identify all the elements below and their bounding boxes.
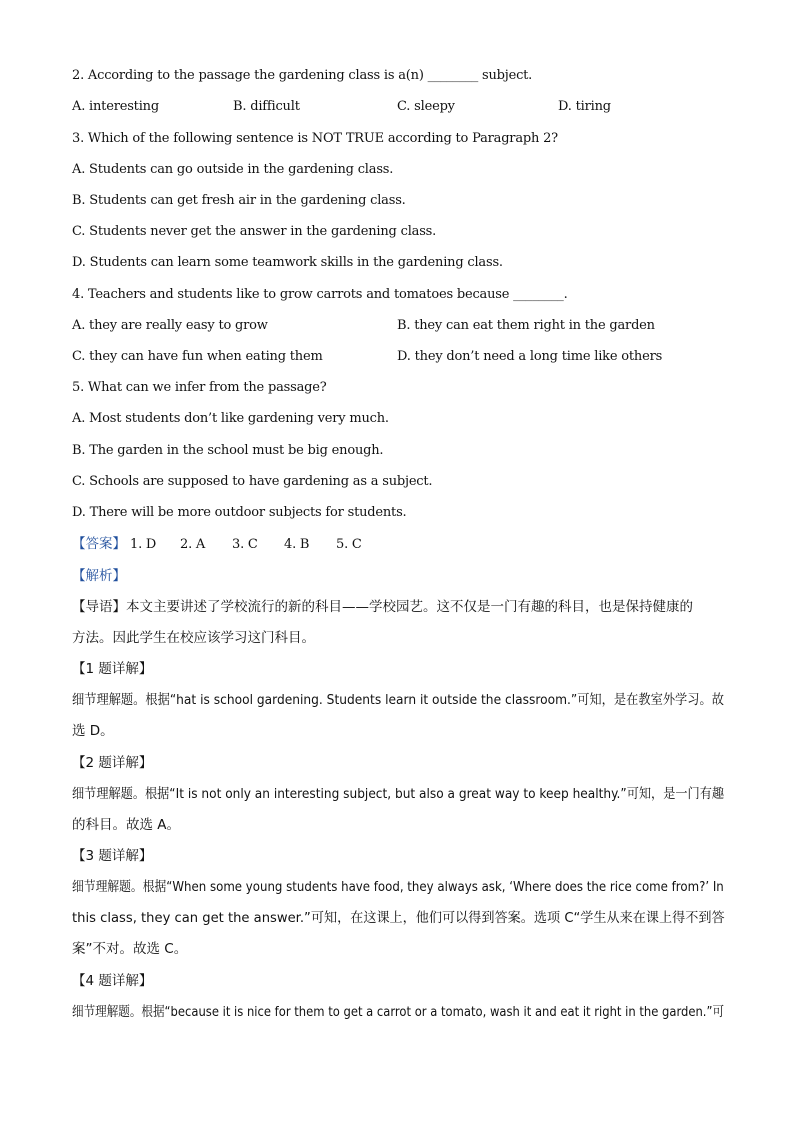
detail-3-line-3: 案”不对。故选 C。 bbox=[72, 941, 188, 957]
answer-item: 5. C bbox=[336, 537, 362, 552]
option-b: B. they can eat them right in the garden bbox=[397, 318, 655, 333]
analysis-label: 【解析】 bbox=[72, 568, 126, 584]
question-5-stem: 5. What can we infer from the passage? bbox=[72, 380, 327, 395]
detail-2-line-2: 的科目。故选 A。 bbox=[72, 817, 181, 833]
answer-label: 【答案】 bbox=[72, 536, 126, 552]
intro-label: 【导语】 bbox=[72, 599, 126, 615]
option-a: A. interesting bbox=[72, 99, 159, 114]
detail-4-heading: 【4 题详解】 bbox=[72, 973, 153, 989]
detail-1-heading: 【1 题详解】 bbox=[72, 661, 153, 677]
option-d: D. they don’t need a long time like others bbox=[397, 349, 663, 364]
detail-2-heading: 【2 题详解】 bbox=[72, 755, 153, 771]
answer-row bbox=[72, 536, 692, 552]
question-3-stem: 3. Which of the following sentence is NOT TRUE according to Paragraph 2? bbox=[72, 131, 558, 146]
question-3-option-b: B. Students can get fresh air in the gardening class. bbox=[72, 193, 406, 208]
answer-item: 3. C bbox=[232, 537, 258, 552]
detail-2-line-1: 细节理解题。根据“It is not only an interesting subject, but also a great way to keep healthy.”可知，是一门有趣 bbox=[72, 786, 725, 802]
detail-3-line-2: this class, they can get the answer.”可知，在这课上，他们可以得到答案。选项 C“学生从来在课上得不到答 bbox=[72, 910, 725, 926]
intro-line-1 bbox=[72, 599, 693, 615]
option-a: A. they are really easy to grow bbox=[72, 318, 268, 333]
question-5-option-b: B. The garden in the school must be big enough. bbox=[72, 443, 384, 458]
question-2-options bbox=[72, 99, 692, 115]
option-c: C. they can have fun when eating them bbox=[72, 349, 323, 364]
question-4-options-row1 bbox=[72, 318, 692, 334]
question-5-option-d: D. There will be more outdoor subjects for students. bbox=[72, 505, 407, 520]
question-3-option-a: A. Students can go outside in the gardening class. bbox=[72, 162, 394, 177]
answer-item: 4. B bbox=[284, 537, 310, 552]
option-b: B. difficult bbox=[233, 99, 300, 114]
question-3-option-c: C. Students never get the answer in the gardening class. bbox=[72, 224, 437, 239]
question-4-stem: 4. Teachers and students like to grow carrots and tomatoes because ________. bbox=[72, 287, 568, 302]
detail-3-heading: 【3 题详解】 bbox=[72, 848, 153, 864]
option-d: D. tiring bbox=[558, 99, 611, 114]
question-5-option-c: C. Schools are supposed to have gardening as a subject. bbox=[72, 474, 433, 489]
answer-item: 1. D bbox=[130, 537, 157, 552]
question-3-option-d: D. Students can learn some teamwork skills in the gardening class. bbox=[72, 255, 503, 270]
answer-item: 2. A bbox=[180, 537, 206, 552]
detail-1-line-2: 选 D。 bbox=[72, 723, 114, 739]
question-5-option-a: A. Most students don’t like gardening very much. bbox=[72, 411, 389, 426]
detail-4-line-1: 细节理解题。根据“because it is nice for them to get a carrot or a tomato, wash it and eat it right in the garden.”可 bbox=[72, 1004, 725, 1020]
question-4-options-row2 bbox=[72, 349, 692, 365]
question-2-stem: 2. According to the passage the gardening class is a(n) ________ subject. bbox=[72, 68, 533, 83]
detail-3-line-1: 细节理解题。根据“When some young students have food, they always ask, ‘Where does the rice come from?’ In bbox=[72, 879, 724, 895]
intro-line-2: 方法。因此学生在校应该学习这门科目。 bbox=[72, 630, 315, 646]
detail-1-line-1: 细节理解题。根据“hat is school gardening. Students learn it outside the classroom.”可知，是在教室外学习。故 bbox=[72, 692, 724, 708]
option-c: C. sleepy bbox=[397, 99, 455, 114]
intro-text: 本文主要讲述了学校流行的新的科目——学校园艺。这不仅是一门有趣的科目，也是保持健康的 bbox=[126, 599, 693, 615]
